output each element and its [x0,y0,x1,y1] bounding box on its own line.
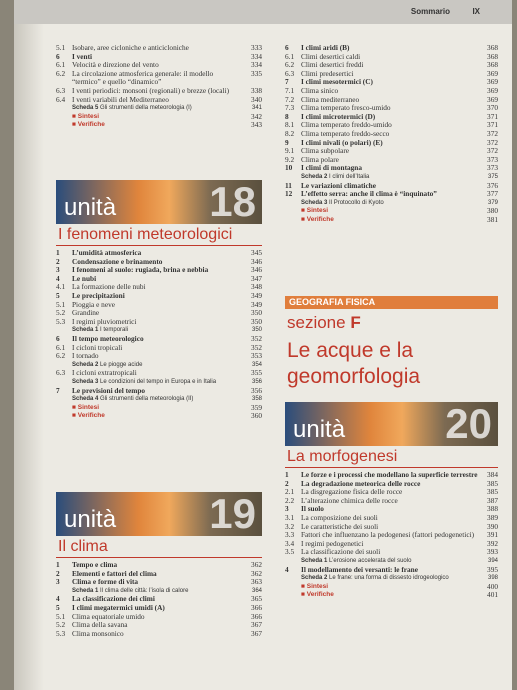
scheda-title: Le piogge acide [100,361,143,368]
toc-entry-number: 7.2 [285,94,295,104]
index-page [14,0,512,690]
toc-entry-number: 5.2 [56,620,66,630]
scheda-title: Gli strumenti della meteorologia (I) [100,105,192,112]
toc-entry-title: I cicloni extratropicali [72,368,137,378]
unit-20-number: 20 [445,402,492,446]
toc-entry-number: 10 [285,163,293,173]
toc-entry-page: 380 [487,206,498,216]
toc-entry-title: I venti [72,51,93,61]
scheda-title: L’erosione accelerata del suolo [329,557,412,564]
toc-scheda-entry [56,104,262,113]
scheda-label: Scheda 2 [301,575,328,582]
toc-entry-title: Clima equatoriale umido [72,611,145,621]
toc-summary-entry [56,404,262,413]
toc-entry-page: 372 [487,128,498,138]
scheda-label: Scheda 4 [72,396,99,403]
toc-entry-number: 1 [56,560,60,569]
section-word: sezione [287,313,346,332]
toc-entry-title: ■ Verifiche [72,121,242,128]
toc-entry-title: La disgregazione fisica delle rocce [301,487,403,497]
toc-entry-title: I climi microtermici (D) [301,111,376,121]
toc-entry-title: ■ Verifiche [72,412,242,419]
toc-entry-page: 376 [487,180,498,190]
toc-entry-page: 384 [487,470,498,479]
toc-entry-page: 389 [487,512,498,522]
toc-entry-page: 372 [487,146,498,156]
toc-entry-title: ■ Sintesi [72,113,242,120]
toc-entry-page: 346 [251,256,262,266]
toc-scheda-entry [56,395,262,404]
toc-entry-title: Clima temperato freddo-secco [301,128,390,138]
toc-entry-page: 350 [251,327,262,334]
toc-entry-page: 355 [251,368,262,378]
toc-entry-page: 353 [251,351,262,361]
toc-entry-page: 377 [487,189,498,199]
toc-entry-page: 385 [487,478,498,488]
toc-entry-page: 375 [487,173,498,180]
toc-entry-title [301,574,478,583]
toc-entry-number: 2 [285,478,289,488]
toc-entry-title: Clima sinico [301,85,339,95]
toc-entry-title [301,199,478,208]
unit-19-title: Il clima [58,538,108,555]
toc-entry [56,578,262,587]
toc-entry [56,318,262,327]
toc-entry-title: Clima temperato freddo-umido [301,120,392,130]
toc-entry-page: 391 [487,530,498,540]
toc-entry-title: L’alterazione chimica delle rocce [301,495,398,505]
toc-entry [56,387,262,396]
scheda-title: Il Protocollo di Kyoto [329,199,384,206]
toc-entry-number: 5.1 [56,299,66,309]
scheda-label: Scheda 5 [72,105,99,112]
page-binding-shadow [14,0,44,690]
toc-entry-page: 348 [251,282,262,292]
toc-entry-title: Climi desertici freddi [301,60,364,70]
toc-summary-entry [56,113,262,122]
toc-entry-page: 362 [251,568,262,578]
toc-entry-title: Il tempo meteorologico [72,333,144,343]
toc-entry-title: La classificazione dei climi [72,594,155,604]
toc-entry-number: 8.2 [285,128,295,138]
toc-entry-title: I venti variabili del Mediterraneo [72,94,169,104]
toc-entry-page: 343 [251,120,262,130]
toc-entry-number: 7 [56,385,60,395]
toc-entry-number: 3 [56,577,60,587]
section-title: Le acque e la geomorfologia [287,339,421,388]
toc-entry-page: 392 [487,538,498,548]
toc-entry-title: Le caratteristiche dei suoli [301,521,379,531]
toc-entry-number: 7.3 [285,103,295,113]
toc-entry-page: 379 [487,199,498,206]
scheda-title: Le condizioni del tempo in Europa e in Italia [100,378,217,385]
scheda-label: Scheda 1 [301,557,328,564]
unit-19-rule [56,557,262,558]
unit-20-rule [285,467,498,468]
toc-entry-page: 401 [487,590,498,600]
toc-entry-number: 3 [285,504,289,514]
toc-entry-page: 342 [251,111,262,121]
toc-entry-number: 9 [285,137,289,147]
toc-summary-entry [56,412,262,421]
toc-entry-page: 394 [487,557,498,564]
toc-entry-number: 6 [285,43,289,52]
toc-entry-number: 6.4 [56,94,66,104]
toc-entry [56,630,262,639]
unit-18-banner [56,180,262,224]
toc-entry-number: 2.2 [285,495,295,505]
toc-entry-number: 6.3 [285,68,295,78]
scheda-label: Scheda 2 [301,173,328,180]
toc-entry-number: 6.1 [285,51,295,61]
toc-entry-number: 6.1 [56,60,66,70]
toc-entry-page: 358 [251,396,262,403]
toc-entry [285,548,498,557]
toc-entry-page: 368 [487,51,498,61]
toc-entry-page: 345 [251,248,262,257]
toc-entry-title: Grandine [72,308,100,318]
toc-entry-page: 350 [251,308,262,318]
toc-entry [285,190,498,199]
unit-18-word: unità [64,194,117,221]
toc-list-unit19-cont [285,44,498,224]
toc-entry-title: La degradazione meteorica delle rocce [301,478,421,488]
toc-entry-title: La classificazione dei suoli [301,547,381,557]
toc-entry-page: 349 [251,299,262,309]
scheda-title: I climi dell’Italia [329,173,370,180]
toc-entry-title: Clima temperato fresco-umido [301,103,391,113]
toc-entry-page: 334 [251,60,262,70]
toc-entry-title: ■ Sintesi [72,404,242,411]
toc-entry-page: 367 [251,628,262,638]
toc-entry-page: 335 [251,68,262,78]
toc-entry-number: 6.2 [56,68,66,78]
section-heading [287,313,361,333]
toc-entry-number: 5 [56,290,60,300]
toc-entry-number: 4 [56,273,60,283]
toc-entry-page: 364 [251,587,262,594]
toc-entry-title: ■ Sintesi [301,583,478,590]
toc-entry-page: 398 [487,575,498,582]
toc-entry-page: 365 [251,594,262,604]
toc-entry [56,352,262,361]
toc-entry-title: Condensazione e brinamento [72,256,163,266]
toc-entry-number: 5.1 [56,611,66,621]
toc-entry-title: Clima subpolare [301,146,350,156]
toc-entry-page: 333 [251,43,262,52]
toc-entry-number: 3.4 [285,538,295,548]
toc-entry-title: La formazione delle nubi [72,282,146,292]
toc-entry-title: I regimi pluviometrici [72,316,137,326]
toc-entry-number: 9.1 [285,146,295,156]
toc-entry-title: La composizione dei suoli [301,512,378,522]
toc-entry-title: I climi mesotermici (C) [301,77,373,87]
toc-entry [285,164,498,173]
toc-entry-title: La circolazione atmosferica generale: il modello “termico” e quello “dinamico” [72,68,214,87]
toc-entry-title: ■ Verifiche [301,216,478,223]
toc-entry-page: 366 [251,611,262,621]
toc-entry-number: 7 [285,77,289,87]
toc-entry-page: 359 [251,402,262,412]
unit-20-banner [285,402,498,446]
toc-entry-page: 347 [251,273,262,283]
toc-entry-title: I fenomeni al suolo: rugiada, brina e nebbia [72,265,209,275]
toc-entry-title: I tornado [72,351,99,361]
toc-entry-number: 5.3 [56,628,66,638]
toc-entry-number: 5.1 [56,43,66,52]
toc-entry-page: 356 [251,378,262,385]
toc-entry-page: 352 [251,333,262,343]
toc-entry-title: Fattori che influenzano la pedogenesi (fattori pedogenetici) [301,530,475,540]
toc-entry [56,70,262,87]
toc-entry-title: I climi aridi (B) [301,43,350,52]
toc-entry-page: 393 [487,547,498,557]
toc-entry-title: Le nubi [72,273,97,283]
scheda-label: Scheda 1 [72,327,99,334]
toc-entry-page: 372 [487,137,498,147]
toc-entry-title: Pioggia e neve [72,299,115,309]
scheda-label: Scheda 2 [72,361,99,368]
toc-entry-title: Elementi e fattori del clima [72,568,157,578]
toc-entry-title: Climi predesertici [301,68,354,78]
scheda-label: Scheda 1 [72,587,99,594]
toc-entry-number: 6 [56,51,60,61]
toc-list-unit19 [56,561,262,638]
toc-entry [56,369,262,378]
toc-entry-title: I climi megatermici umidi (A) [72,602,165,612]
toc-entry-number: 6.2 [285,60,295,70]
page-header [14,0,512,24]
toc-scheda-entry [285,574,498,583]
toc-entry-title: Isobare, aree cicloniche e anticicloniche [72,43,189,52]
toc-entry-page: 388 [487,504,498,514]
toc-entry-page: 400 [487,581,498,591]
toc-entry-number: 6.1 [56,342,66,352]
toc-entry-page: 369 [487,94,498,104]
toc-entry-page: 373 [487,154,498,164]
toc-entry-title: I venti periodici: monsoni (regionali) e brezze (locali) [72,85,230,95]
header-page-number: IX [472,7,480,16]
toc-list-unit17-end [56,44,262,130]
toc-entry-title [72,104,242,113]
toc-entry-page: 341 [251,105,262,112]
toc-entry-number: 8.1 [285,120,295,130]
toc-entry-title: Tempo e clima [72,560,118,569]
toc-entry-title: ■ Sintesi [301,207,478,214]
toc-entry-number: 2.1 [285,487,295,497]
toc-summary-entry [285,591,498,600]
toc-entry-number: 3.5 [285,547,295,557]
toc-entry-page: 395 [487,564,498,574]
toc-entry-number: 2 [56,568,60,578]
toc-entry-page: 369 [487,85,498,95]
toc-entry-number: 4.1 [56,282,66,292]
scheda-label: Scheda 3 [72,378,99,385]
unit-20-title: La morfogenesi [287,448,398,465]
section-label-bar [285,296,498,309]
toc-entry-number: 4 [56,594,60,604]
toc-entry-page: 367 [251,620,262,630]
toc-entry-number: 6.3 [56,85,66,95]
scheda-title: Il clima delle città: l’isola di calore [100,587,189,594]
toc-entry-number: 12 [285,189,293,199]
toc-entry-page: 338 [251,85,262,95]
toc-entry-page: 368 [487,43,498,52]
toc-summary-entry [285,216,498,225]
toc-entry-title: Clima monsonico [72,628,124,638]
toc-entry-title: Le precipitazioni [72,290,125,300]
toc-entry-page: 366 [251,602,262,612]
toc-entry-title: L’effetto serra: anche il clima è “inquinato” [301,189,437,199]
toc-entry-page: 363 [251,577,262,587]
toc-entry-number: 3 [56,265,60,275]
toc-entry-page: 381 [487,214,498,224]
unit-19-word: unità [64,506,117,533]
toc-entry-number: 1 [285,470,289,479]
toc-entry-title: Le variazioni climatiche [301,180,376,190]
toc-entry-number: 8 [285,111,289,121]
toc-entry-title: Le previsioni del tempo [72,385,146,395]
unit-18-number: 18 [209,180,256,224]
toc-entry-number: 7.1 [285,85,295,95]
toc-entry-title: I cicloni tropicali [72,342,123,352]
toc-entry-title: Clima e forme di vita [72,577,139,587]
toc-entry-title: ■ Verifiche [301,591,478,598]
toc-entry-number: 5.2 [56,308,66,318]
toc-entry-page: 350 [251,316,262,326]
scheda-label: Scheda 3 [301,199,328,206]
toc-entry-page: 346 [251,265,262,275]
toc-entry-page: 334 [251,51,262,61]
toc-entry-title: L’umidità atmosferica [72,248,142,257]
toc-entry-number: 2 [56,256,60,266]
toc-entry-page: 349 [251,290,262,300]
toc-entry [285,566,498,575]
toc-entry-number: 6.2 [56,351,66,361]
toc-entry-page: 369 [487,77,498,87]
scheda-title: Le frane: una forma di dissesto idrogeologico [329,575,449,582]
toc-entry-page: 354 [251,361,262,368]
toc-entry-title: Le forze e i processi che modellano la superficie terrestre [301,470,478,479]
toc-entry-page: 340 [251,94,262,104]
unit-18-title: I fenomeni meteorologici [58,226,233,243]
toc-entry-title: Clima polare [301,154,339,164]
toc-entry-number: 5.3 [56,316,66,326]
toc-entry-page: 356 [251,385,262,395]
unit-20-word: unità [293,416,346,443]
toc-entry-number: 1 [56,248,60,257]
toc-scheda-entry [285,199,498,208]
scheda-title: I temporali [100,327,129,334]
toc-entry-title: I climi nivali (o polari) (E) [301,137,383,147]
header-title: Sommario [410,7,450,16]
toc-entry-page: 370 [487,103,498,113]
toc-entry-title: Climi desertici caldi [301,51,361,61]
toc-entry-title: I regimi pedogenetici [301,538,364,548]
toc-entry-page: 368 [487,60,498,70]
toc-entry-title: Il modellamento dei versanti: le frane [301,564,418,574]
toc-summary-entry [285,583,498,592]
toc-entry-page: 387 [487,495,498,505]
unit-18-rule [56,245,262,246]
toc-entry-title: Il suolo [301,504,324,514]
toc-entry-number: 11 [285,180,292,190]
toc-entry-page: 360 [251,411,262,421]
toc-entry-number: 9.2 [285,154,295,164]
toc-entry-page: 371 [487,111,498,121]
toc-entry-title [72,395,242,404]
toc-summary-entry [285,207,498,216]
toc-list-unit20 [285,471,498,600]
unit-19-number: 19 [209,492,256,536]
toc-entry-title: Clima mediterraneo [301,94,360,104]
toc-entry-page: 369 [487,68,498,78]
toc-entry-page: 373 [487,163,498,173]
toc-entry-page: 371 [487,120,498,130]
toc-entry-number: 3.1 [285,512,295,522]
toc-entry-title: I climi di montagna [301,163,363,173]
section-letter: F [350,313,361,332]
toc-entry-title: Clima della savana [72,620,128,630]
toc-entry-number: 4 [285,564,289,574]
toc-entry-page: 352 [251,342,262,352]
toc-entry-number: 6.3 [56,368,66,378]
unit-19-banner [56,492,262,536]
toc-summary-entry [56,121,262,130]
toc-entry-page: 385 [487,487,498,497]
toc-entry [56,96,262,105]
toc-entry-title: Velocità e direzione del vento [72,60,159,70]
toc-entry-page: 362 [251,560,262,569]
toc-entry-page: 390 [487,521,498,531]
toc-list-unit18 [56,249,262,421]
toc-entry-number: 5 [56,602,60,612]
toc-entry-number: 3.3 [285,530,295,540]
section-label: GEOGRAFIA FISICA [289,297,376,307]
toc-entry-number: 3.2 [285,521,295,531]
scheda-title: Gli strumenti della meteorologia (II) [100,396,194,403]
toc-entry-number: 6 [56,333,60,343]
